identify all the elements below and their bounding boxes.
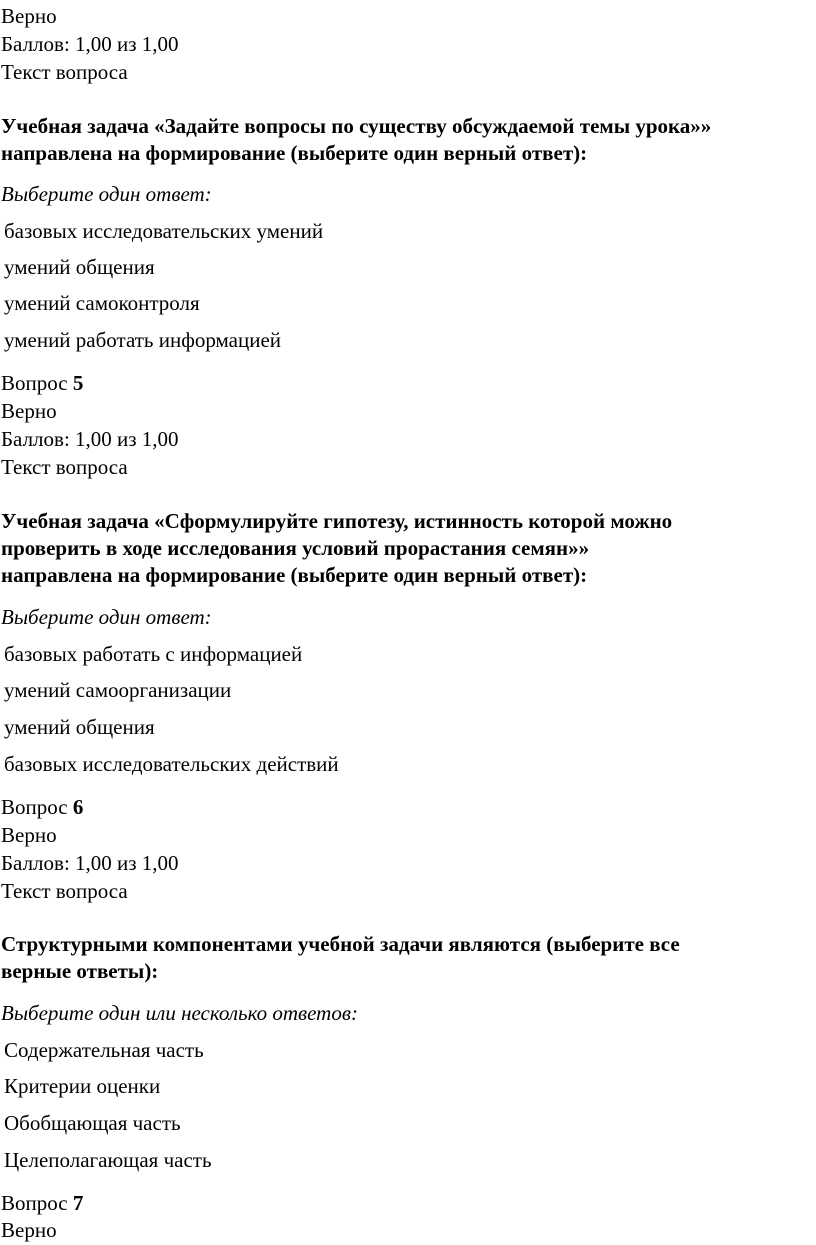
- q5-answer-option[interactable]: базовых исследовательских действий: [4, 752, 339, 776]
- q4-score: Баллов: 1,00 из 1,00: [1, 32, 179, 56]
- q6-answer-prompt: Выберите один или несколько ответов:: [1, 1001, 358, 1025]
- q5-header: [1, 370, 83, 396]
- q6-answer-option[interactable]: Обобщающая часть: [4, 1111, 181, 1135]
- q5-status: Верно: [1, 399, 57, 423]
- q6-question-text: [1, 931, 807, 985]
- q6-header: [1, 794, 83, 820]
- q6-answer-option[interactable]: Критерии оценки: [4, 1074, 161, 1098]
- q4-answer-prompt: Выберите один ответ:: [1, 182, 212, 206]
- q6-number: 6: [72, 795, 84, 819]
- q4-text-label: Текст вопроса: [1, 60, 128, 84]
- q4-question-text: Учебная задача «Задайте вопросы по существу обсуждаемой темы урока»» направлена на формирование (выберите один верный ответ):: [1, 114, 712, 165]
- q4-answer-option[interactable]: умений самоконтроля: [4, 291, 200, 315]
- q5-answer-option[interactable]: умений самоорганизации: [4, 678, 232, 702]
- q4-status: Верно: [1, 4, 57, 28]
- q6-status: Верно: [1, 823, 57, 847]
- q5-question-line: Учебная задача «Сформулируйте гипотезу, истинность которой можно: [1, 509, 673, 533]
- q7-number: 7: [72, 1191, 84, 1215]
- q5-answer-option[interactable]: базовых работать с информацией: [4, 642, 303, 666]
- q6-answer-option[interactable]: Содержательная часть: [4, 1038, 204, 1062]
- q4-answer-option[interactable]: умений общения: [4, 255, 155, 279]
- q7-label: Вопрос: [1, 1191, 68, 1215]
- q6-label: Вопрос: [1, 795, 68, 819]
- q6-question-line: верные ответы):: [1, 959, 159, 983]
- q5-score: Баллов: 1,00 из 1,00: [1, 427, 179, 451]
- q7-header: [1, 1190, 83, 1216]
- q6-text-label: Текст вопроса: [1, 879, 128, 903]
- q5-number: 5: [72, 371, 84, 395]
- q4-answer-option[interactable]: умений работать информацией: [4, 328, 282, 352]
- q6-question-line: Структурными компонентами учебной задачи являются (выберите все: [1, 932, 680, 956]
- q6-answer-option[interactable]: Целеполагающая часть: [4, 1148, 212, 1172]
- q5-text-label: Текст вопроса: [1, 455, 128, 479]
- q5-question-line: проверить в ходе исследования условий прорастания семян»»: [1, 536, 590, 560]
- q5-answer-prompt: Выберите один ответ:: [1, 605, 212, 629]
- q5-label: Вопрос: [1, 371, 68, 395]
- q5-answer-option[interactable]: умений общения: [4, 715, 155, 739]
- q4-answer-option[interactable]: базовых исследовательских умений: [4, 219, 324, 243]
- q5-question-text: [1, 508, 807, 589]
- q7-status: Верно: [1, 1218, 57, 1242]
- q6-score: Баллов: 1,00 из 1,00: [1, 851, 179, 875]
- q5-question-line: направлена на формирование (выберите один верный ответ):: [1, 563, 588, 587]
